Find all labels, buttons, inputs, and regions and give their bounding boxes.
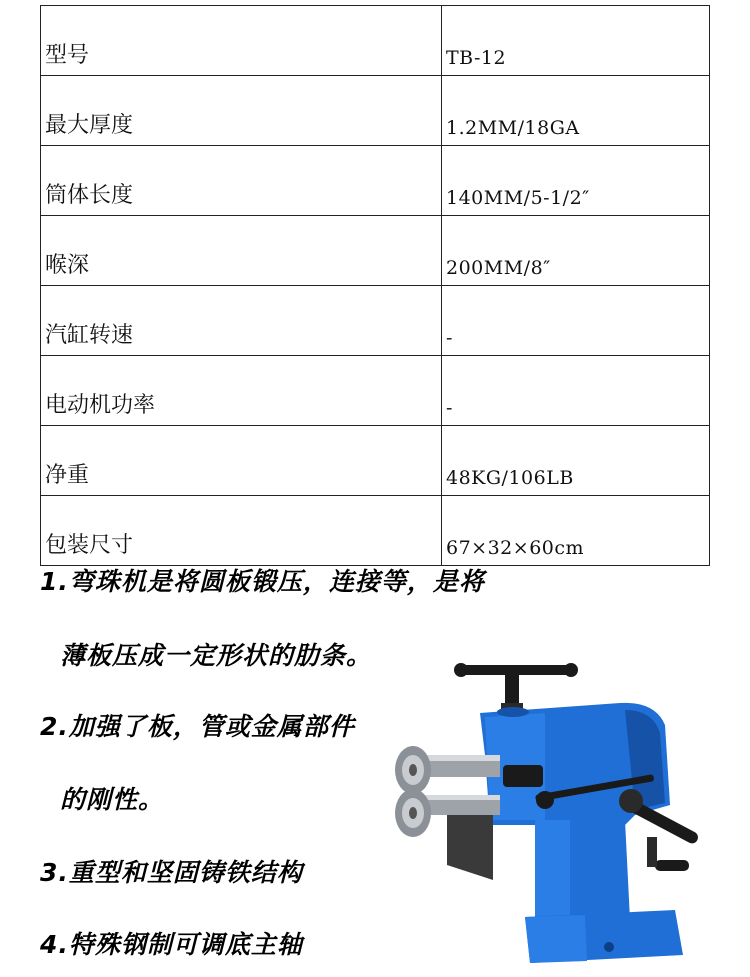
- spec-row: [41, 426, 710, 496]
- spec-value-throat-depth: 200MM/8″: [442, 216, 710, 286]
- machine-base-front: [525, 915, 587, 963]
- spec-row: [41, 76, 710, 146]
- upper-roller-center: [409, 764, 417, 776]
- t-handle-knob-right: [564, 663, 578, 677]
- feature-3: 3.重型和坚固铸铁结构: [40, 858, 303, 887]
- spec-value-net-weight: 48KG/106LB: [442, 426, 710, 496]
- base-bolt-hole: [604, 942, 614, 952]
- crank-arm: [647, 837, 657, 867]
- spec-label-package-size: 包装尺寸: [41, 496, 442, 566]
- spec-value-cylinder-length: 140MM/5-1/2″: [442, 146, 710, 216]
- spec-row: [41, 356, 710, 426]
- machine-column-front: [535, 820, 570, 923]
- spec-row: [41, 286, 710, 356]
- feature-1-line-2: 薄板压成一定形状的肋条。: [60, 641, 373, 670]
- fence-knob: [536, 791, 554, 809]
- spec-label-motor-power: 电动机功率: [41, 356, 442, 426]
- spec-table-body: [41, 6, 710, 566]
- spec-label-model: 型号: [41, 6, 442, 76]
- spec-row: [41, 496, 710, 566]
- spec-row: [41, 6, 710, 76]
- bead-roller-machine-image: [385, 655, 715, 970]
- crank-hub: [619, 789, 643, 813]
- spec-value-cylinder-speed: -: [442, 286, 710, 356]
- fence-clamp: [503, 765, 543, 787]
- spec-value-model: TB-12: [442, 6, 710, 76]
- spec-label-net-weight: 净重: [41, 426, 442, 496]
- feature-2-line-2: 的刚性。: [60, 785, 165, 814]
- crank-grip: [655, 860, 689, 871]
- feature-2-line-1: 2.加强了板，管或金属部件: [40, 712, 355, 741]
- spec-label-max-thickness: 最大厚度: [41, 76, 442, 146]
- feature-1-line-1: 1.弯珠机是将圆板锻压，连接等，是将: [40, 567, 485, 596]
- spec-table: [40, 5, 710, 566]
- spec-value-package-size: 67×32×60cm: [442, 496, 710, 566]
- lower-roller-center: [409, 807, 417, 819]
- spec-label-throat-depth: 喉深: [41, 216, 442, 286]
- t-handle-knob-left: [454, 663, 468, 677]
- spec-row: [41, 146, 710, 216]
- spec-label-cylinder-length: 筒体长度: [41, 146, 442, 216]
- spec-row: [41, 216, 710, 286]
- spec-value-motor-power: -: [442, 356, 710, 426]
- head-top-boss: [497, 707, 529, 717]
- spec-label-cylinder-speed: 汽缸转速: [41, 286, 442, 356]
- spec-value-max-thickness: 1.2MM/18GA: [442, 76, 710, 146]
- feature-4: 4.特殊钢制可调底主轴: [40, 930, 303, 959]
- upper-shaft-highlight: [425, 755, 500, 761]
- lower-shaft-highlight: [425, 795, 500, 800]
